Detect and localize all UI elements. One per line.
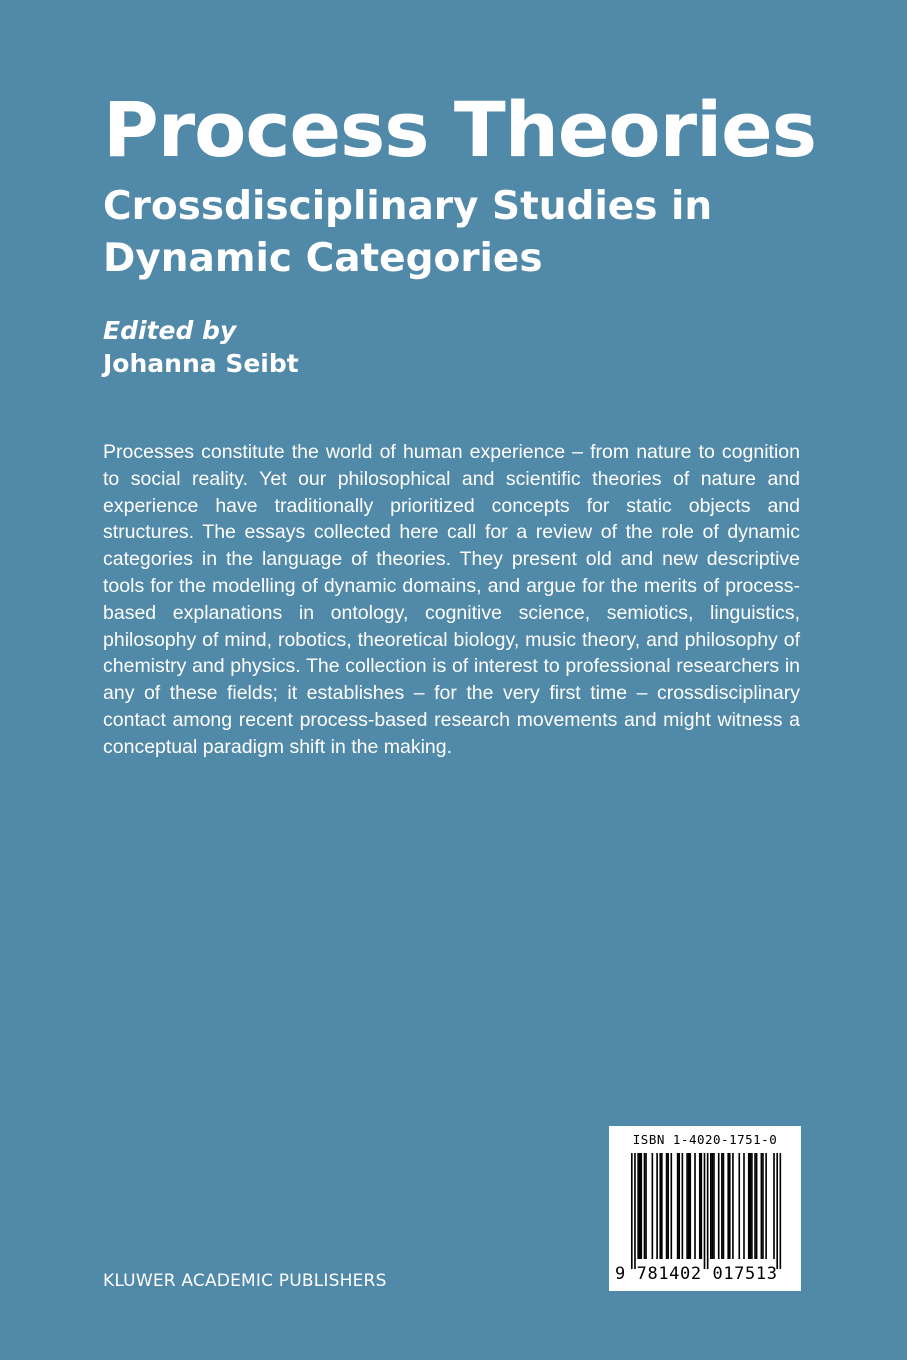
barcode-bar xyxy=(750,1153,752,1259)
barcode-bar xyxy=(699,1153,701,1259)
barcode-bar xyxy=(644,1153,646,1259)
barcode-bar xyxy=(640,1153,642,1259)
isbn-barcode xyxy=(609,1126,801,1291)
barcode-bar xyxy=(688,1153,690,1259)
barcode-bar xyxy=(751,1153,753,1259)
barcode-bar xyxy=(631,1153,633,1269)
barcode-bar xyxy=(713,1153,715,1259)
barcode-bar xyxy=(721,1153,723,1259)
barcode-bar xyxy=(637,1153,639,1259)
book-title: Process Theories xyxy=(103,85,816,174)
barcode-bar xyxy=(732,1153,734,1259)
barcode-bar xyxy=(682,1153,684,1259)
barcode-bar xyxy=(729,1153,731,1259)
barcode-bar xyxy=(671,1153,673,1259)
barcode-bar xyxy=(677,1153,679,1259)
barcode-bar xyxy=(748,1153,750,1259)
barcode-bar xyxy=(723,1153,725,1259)
barcode-bar xyxy=(762,1153,764,1259)
book-subtitle: Crossdisciplinary Studies in Dynamic Categories xyxy=(103,184,713,281)
barcode-bar xyxy=(712,1153,714,1259)
editor-name: Johanna Seibt xyxy=(103,349,299,378)
barcode-bar xyxy=(743,1153,745,1259)
isbn-label: ISBN 1-4020-1751-0 xyxy=(632,1132,778,1147)
barcode-bar xyxy=(773,1153,775,1259)
barcode-bar xyxy=(656,1153,658,1259)
barcode-bar xyxy=(661,1153,663,1259)
barcode-digits: 9 781402 017513 xyxy=(615,1264,778,1284)
barcode-bar xyxy=(707,1153,709,1269)
barcode-bar xyxy=(704,1153,706,1269)
barcode-bar xyxy=(667,1153,669,1259)
barcode-bar xyxy=(639,1153,641,1259)
book-description: Processes constitute the world of human experience – from nature to cognition to social reality. Yet our philosophical and scientific theories of nature and experience have traditionally prioritized concepts for static objects and structures. The essays collected here call for a review of the role of dynamic categories in the language of theories. They present old and new descriptive tools for the modelling of dynamic domains, and argue for the merits of process-based explanations in ontology, cognitive science, semiotics, linguistics, philosophy of mind, robotics, theoretical biology, music theory, and philosophy of chemistry and physics. The collection is of interest to professional researchers in any of these fields; it establishes – for the very first time – crossdisciplinary contact among recent process-based research movements and might witness a conceptual paradigm shift in the making. xyxy=(103,441,800,758)
barcode-bar xyxy=(645,1153,647,1259)
barcode-bar xyxy=(678,1153,680,1259)
barcode-bar xyxy=(727,1153,729,1259)
barcode-bar xyxy=(718,1153,720,1259)
barcode-bar xyxy=(761,1153,763,1259)
barcode-bar xyxy=(686,1153,688,1259)
edited-by-label: Edited by xyxy=(103,316,237,345)
barcode-bar xyxy=(666,1153,668,1259)
publisher-name: KLUWER ACADEMIC PUBLISHERS xyxy=(103,1271,387,1291)
barcode-bar xyxy=(652,1153,654,1259)
barcode-bar xyxy=(634,1153,636,1269)
barcode-bar xyxy=(701,1153,703,1259)
barcode-bar xyxy=(710,1153,712,1259)
barcode-bar xyxy=(780,1153,782,1269)
barcode-bar xyxy=(738,1153,740,1259)
barcode-bar xyxy=(689,1153,691,1259)
barcode-bar xyxy=(754,1153,756,1259)
barcode-bar xyxy=(756,1153,758,1259)
barcode-bar xyxy=(776,1153,778,1269)
barcode-bar xyxy=(659,1153,661,1259)
barcode-bar xyxy=(765,1153,767,1259)
barcode-bar xyxy=(694,1153,696,1259)
